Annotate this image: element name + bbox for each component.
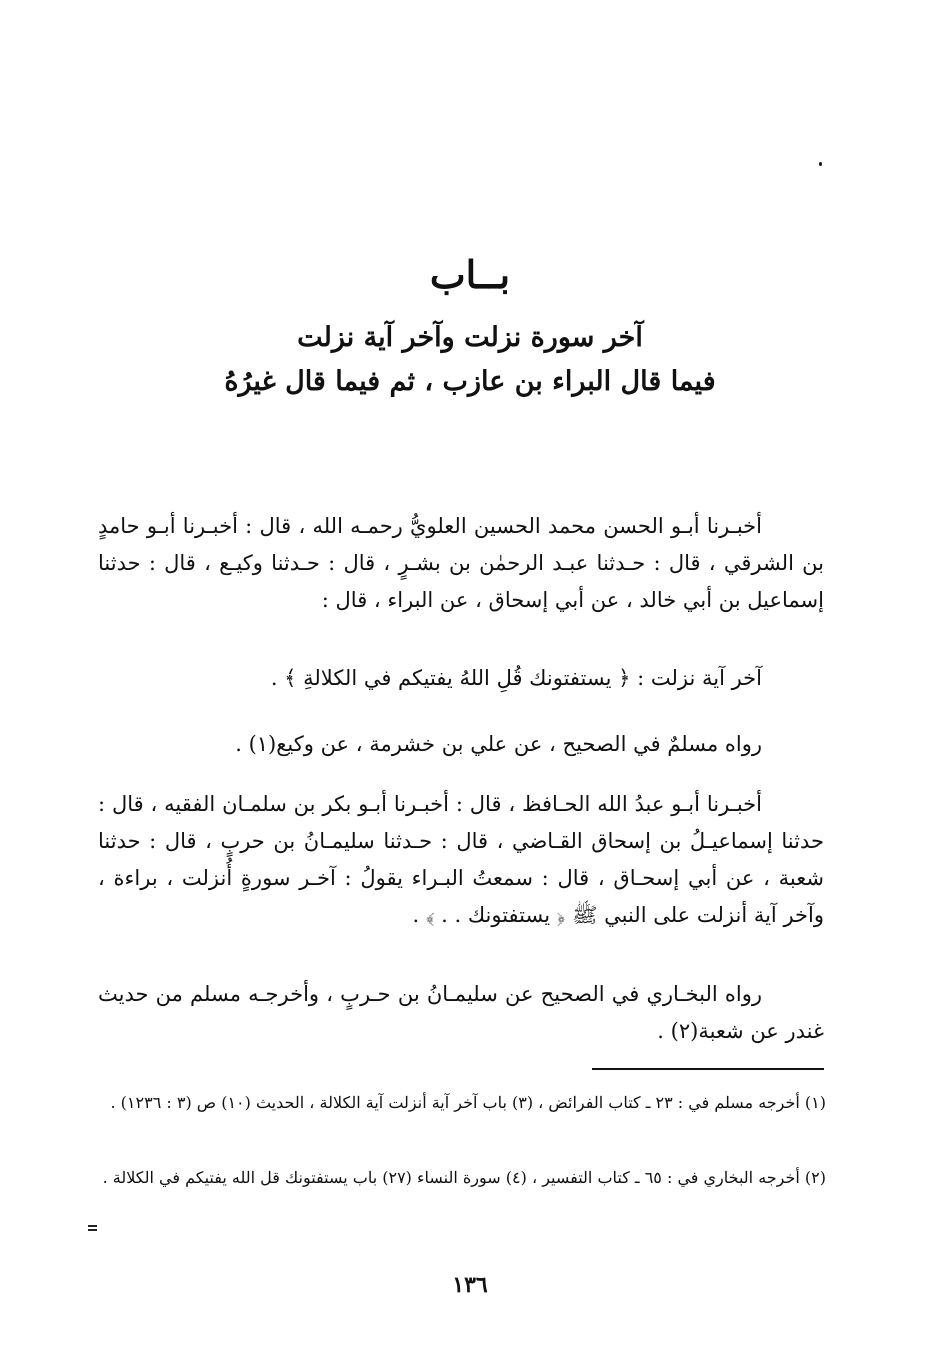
chapter-title-line-1: آخر سورة نزلت وآخر آية نزلت <box>297 322 643 353</box>
footnote-2: (٢) أخرجه البخاري في : ٦٥ ـ كتاب التفسير ، (٤) سورة النساء (٢٧) باب يستفتونك قل الله يفتيكم في الكلالة . <box>102 1168 826 1187</box>
footnote-1: (١) أخرجه مسلم في : ٢٣ ـ كتاب الفرائض ، (٣) باب آخر آية أنزلت آية الكلالة ، الحديث (١٠) ص (٣ : ١٢٣٦) . <box>110 1093 826 1112</box>
footnote-divider <box>592 1068 824 1070</box>
quran-quote-line: آخر آية نزلت : ﴿ يستفتونك قُلِ اللهُ يفتيكم في الكلالةِ ﴾ . <box>270 666 762 690</box>
page-number: ١٣٦ <box>452 1272 488 1298</box>
hadith-chain-paragraph-1: أخبـرنا أبـو الحسن محمد الحسين العلويُّ رحمـه الله ، قال : أخبـرنا أبـو حامدٍ بن الشرقي ، قال : حـدثنا عبـد الرحمٰن بن بشـرٍ ، قال : حـدثنا وكيـع ، قال : حدثنا إسماعيل بن أبي خالد ، عن أبي إسحاق ، عن البراء ، قال : <box>98 514 824 612</box>
print-speck <box>819 162 822 166</box>
chapter-label: بــاب <box>429 252 511 297</box>
narration-line-1: رواه مسلمٌ في الصحيح ، عن علي بن خشرمة ، عن وكيع(١) . <box>235 732 762 756</box>
margin-mark <box>88 1225 97 1227</box>
chapter-title-line-2: فيما قال البراء بن عازب ، ثم فيما قال غيرُهُ <box>224 366 716 397</box>
hadith-chain-paragraph-2: أخبـرنا أبـو عبدُ الله الحـافظ ، قال : أخبـرنا أبـو بكر بن سلمـان الفقيه ، قال : حدثنا إسماعيـلُ بن إسحاق القـاضي ، قال : حـدثنا سليمـانُ بن حربٍ ، قال : حدثنا شعبة ، عن أبي إسحـاق ، قال : سمعتُ البـراء يقولُ : آخـر سورةٍ أُنزلت ، براءة ، وآخر آية أنزلت على النبي ﷺ ﴿ يستفتونك . . ﴾ . <box>98 792 824 927</box>
margin-mark <box>88 1229 97 1231</box>
narration-paragraph-2: رواه البخـاري في الصحيح عن سليمـانُ بن حـربٍ ، وأخرجـه مسلم من حديث غندر عن شعبة(٢) . <box>98 982 824 1043</box>
